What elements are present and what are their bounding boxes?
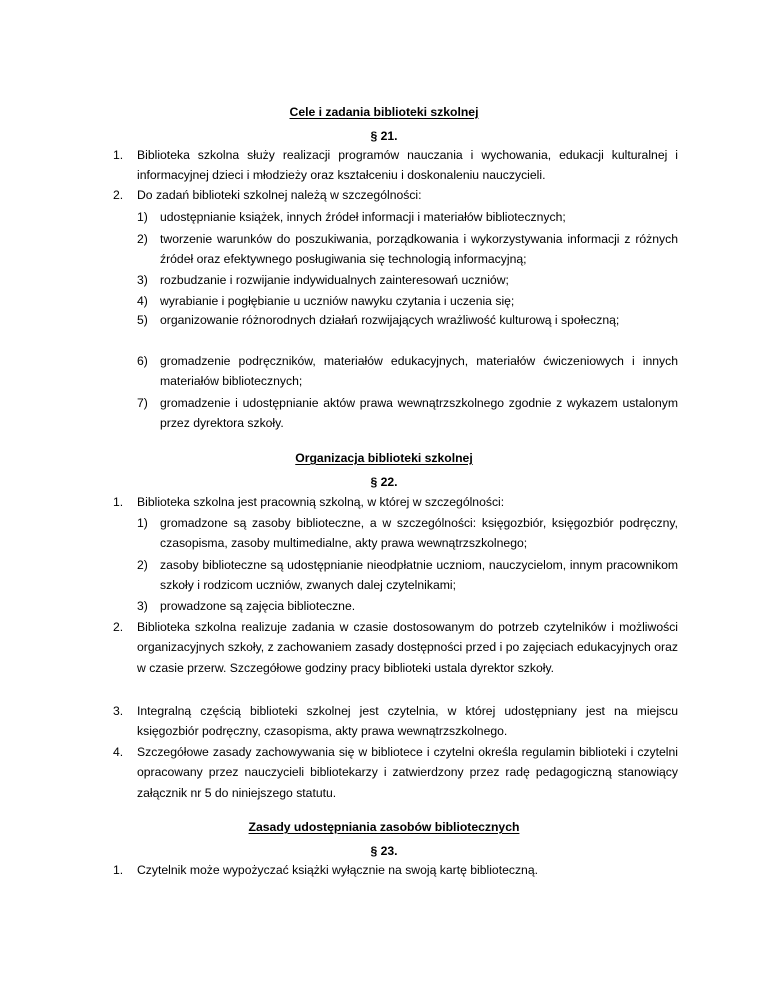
item-text: Czytelnik może wypożyczać książki wyłącznie na swoją kartę biblioteczną.: [137, 863, 538, 877]
list-item: [113, 701, 678, 742]
item-text: Biblioteka szkolna służy realizacji programów nauczania i wychowania, edukacji kulturalnej i informacyjnej dzieci i młodzieży oraz kształceniu i doskonaleniu nauczycieli.: [137, 148, 678, 183]
sub-list-item: [137, 310, 678, 330]
item-text: Szczegółowe zasady zachowywania się w bibliotece i czytelni określa regulamin biblioteki i czytelni opracowany przez nauczycieli bibliotekarzy i zatwierdzony przez radę pedagogiczną stanowiący załącznik nr 5 do niniejszego statutu.: [137, 745, 678, 800]
paragraph-number: § 23.: [370, 844, 398, 858]
item-text: Do zadań biblioteki szkolnej należą w szczególności:: [137, 188, 422, 202]
subitem-number: 3): [137, 599, 148, 613]
subitem-text: prowadzone są zajęcia biblioteczne.: [160, 599, 356, 613]
item-number: 2.: [113, 188, 124, 202]
item-number: 4.: [113, 745, 124, 759]
item-text: Biblioteka szkolna jest pracownią szkolną, w której w szczególności:: [137, 495, 505, 509]
sub-list-item: [137, 270, 678, 290]
sub-list-item: [137, 513, 678, 554]
sub-list-item: [137, 351, 678, 392]
paragraph-number: § 22.: [370, 475, 398, 489]
item-number: 3.: [113, 704, 124, 718]
item-number: 1.: [113, 495, 124, 509]
subitem-number: 1): [137, 516, 148, 530]
subitem-number: 1): [137, 210, 148, 224]
subitem-text: zasoby biblioteczne są udostępnianie nieodpłatnie uczniom, nauczycielom, innym pracownikom szkoły i rodzicom uczniów, zwanych dalej czytelnikami;: [160, 558, 678, 593]
item-text: Integralną częścią biblioteki szkolnej jest czytelnia, w której udostępniany jest na miejscu księgozbiór podręczny, czasopisma, akty prawa wewnątrzszkolnego.: [137, 704, 678, 739]
subitem-number: 7): [137, 396, 148, 410]
item-text: Biblioteka szkolna realizuje zadania w czasie dostosowanym do potrzeb czytelników i możliwości organizacyjnych szkoły, z zachowaniem zasady dostępności przed i po zajęciach edukacyjnych oraz w czasie przerw. Szczegółowe godziny pracy biblioteki ustala dyrektor szkoły.: [137, 620, 678, 675]
list-item: [113, 145, 678, 186]
section-heading: Zasady udostępniania zasobów bibliotecznych: [248, 820, 520, 834]
list-item: [113, 492, 678, 512]
subitem-number: 2): [137, 558, 148, 572]
paragraph-number: § 21.: [370, 129, 398, 143]
subitem-number: 3): [137, 273, 148, 287]
subitem-text: wyrabianie i pogłębianie u uczniów nawyku czytania i uczenia się;: [160, 294, 515, 308]
subitem-number: 6): [137, 354, 148, 368]
sub-list-item: [137, 555, 678, 596]
list-item: [113, 742, 678, 803]
subitem-text: udostępnianie książek, innych źródeł informacji i materiałów bibliotecznych;: [160, 210, 566, 224]
item-number: 1.: [113, 863, 124, 877]
sub-list-item: [137, 393, 678, 434]
subitem-text: organizowanie różnorodnych działań rozwijających wrażliwość kulturową i społeczną;: [160, 313, 620, 327]
sub-list-item: [137, 291, 678, 311]
subitem-number: 2): [137, 232, 148, 246]
section-heading: Organizacja biblioteki szkolnej: [295, 451, 473, 465]
list-item: [113, 185, 678, 205]
subitem-number: 5): [137, 313, 148, 327]
subitem-number: 4): [137, 294, 148, 308]
subitem-text: gromadzenie podręczników, materiałów edukacyjnych, materiałów ćwiczeniowych i innych materiałów bibliotecznych;: [160, 354, 678, 389]
subitem-text: rozbudzanie i rozwijanie indywidualnych zainteresowań uczniów;: [160, 273, 509, 287]
sub-list-item: [137, 207, 678, 227]
sub-list-item: [137, 596, 678, 616]
sub-list-item: [137, 229, 678, 270]
subitem-text: tworzenie warunków do poszukiwania, porządkowania i wykorzystywania informacji z różnych źródeł oraz efektywnego posługiwania się technologią informacyjną;: [160, 232, 678, 267]
list-item: [113, 860, 678, 880]
item-number: 1.: [113, 148, 124, 162]
subitem-text: gromadzenie i udostępnianie aktów prawa wewnątrzszkolnego zgodnie z wykazem ustalonym przez dyrektora szkoły.: [160, 396, 678, 431]
list-item: [113, 617, 678, 678]
item-number: 2.: [113, 620, 124, 634]
section-heading: Cele i zadania biblioteki szkolnej: [289, 105, 479, 119]
subitem-text: gromadzone są zasoby biblioteczne, a w szczególności: księgozbiór, księgozbiór podręczny, czasopisma, zasoby multimedialne, akty prawa wewnątrzszkolnego;: [160, 516, 678, 551]
